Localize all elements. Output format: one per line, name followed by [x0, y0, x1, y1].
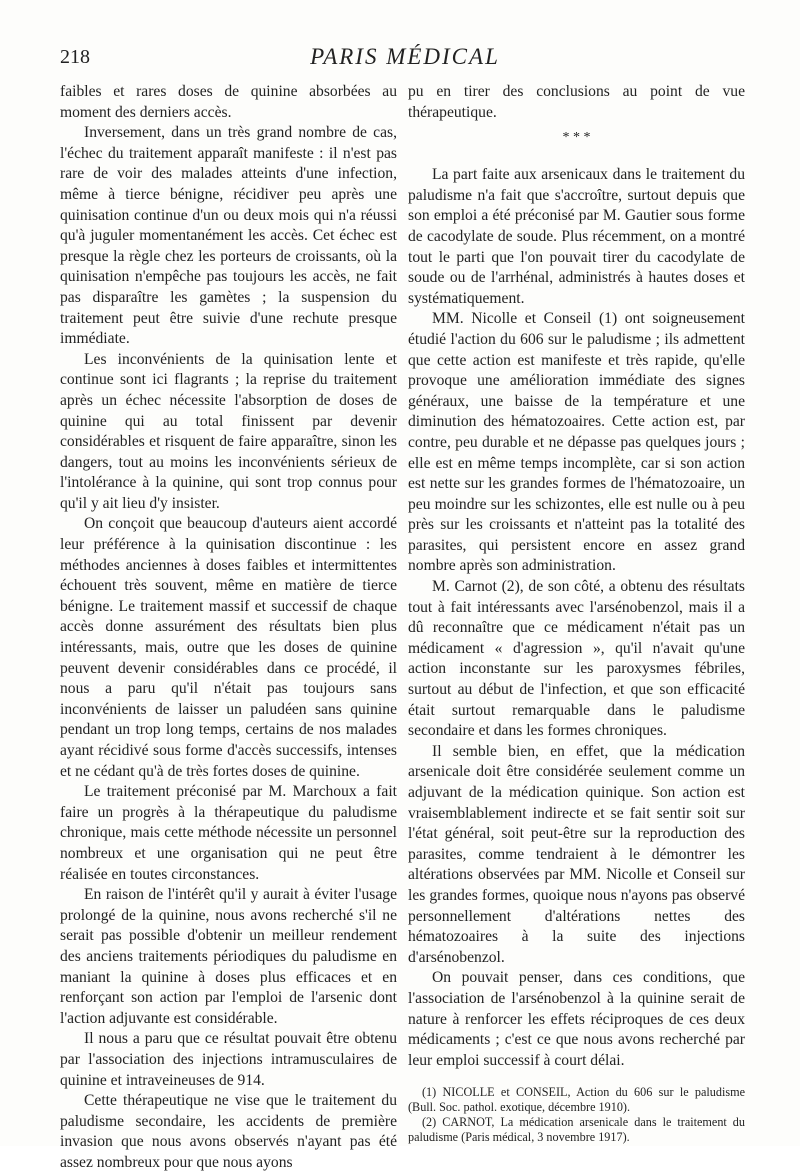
- body-paragraph: En raison de l'intérêt qu'il y aurait à éviter l'usage prolongé de la quinine, nous avons recherché s'il ne serait pas possible d'obtenir un meilleur rendement des anciens traitements périodiques du paludisme en maniant la quinine à doses plus efficaces et en renforçant son action par l'emploi de l'arsenic dont l'action adjuvante est considérable.: [60, 886, 397, 1027]
- body-paragraph: Les inconvénients de la quinisation lente et continue sont ici flagrants ; la reprise du traitement après un échec nécessite l'absorption de doses de quinine qui au total finissent par devenir considérables et risquent de faire apparaître, sinon les dangers, tout au moins les inconvénients sérieux de l'intolérance à la quinine, qui sont trop connus pour qu'il y ait lieu d'y insister.: [60, 350, 397, 512]
- body-paragraph: Inversement, dans un très grand nombre de cas, l'échec du traitement apparaît manifeste : il n'est pas rare de voir des malades atteints d'une infection, même à tierce bénigne, récidiver peu après une quinisation continue d'un ou deux mois qui n'a réussi qu'à juguler momentanément les accès. Cet échec est presque la règle chez les porteurs de croissants, où la quinisation n'empêche pas toujours les accès, ne fait pas disparaître les gamètes ; la suspension du traitement peut être suivie d'une rechute presque immédiate.: [60, 124, 397, 348]
- body-paragraph: Il nous a paru que ce résultat pouvait être obtenu par l'association des injections intramusculaires de quinine et intraveineuses de 914.: [60, 1030, 397, 1089]
- body-paragraph: faibles et rares doses de quinine absorbées au moment des derniers accès.: [60, 83, 397, 121]
- section-separator: * * *: [562, 130, 591, 146]
- body-paragraph: On conçoit que beaucoup d'auteurs aient accordé leur préférence à la quinisation discontinue : les méthodes anciennes à doses faibles et intermittentes échouent très souvent, même en matière de tierce bénigne. Le traitement massif et successif de chaque accès donne assurément des résultats bien plus intéressants, mais, outre que les doses de quinine peuvent devenir considérables dans ce procédé, il nous a paru qu'il n'était pas toujours sans inconvénients de laisser un paludéen sans quinine pendant un trop long temps, certains de nos malades ayant récidivé sous forme d'accès successifs, intenses et ne cédant qu'à de très fortes doses de quinine.: [60, 515, 397, 780]
- footnote: (1) NICOLLE et CONSEIL, Action du 606 sur le paludisme (Bull. Soc. pathol. exotique, décembre 1910).: [408, 1085, 745, 1115]
- body-paragraph: Cette thérapeutique ne vise que le traitement du paludisme secondaire, les accidents de première invasion que nous avons observés n'ayant pas été assez nombreux pour que nous ayons: [60, 1092, 397, 1171]
- footnotes: [408, 1085, 745, 1145]
- footnote: (2) CARNOT, La médication arsenicale dans le traitement du paludisme (Paris médical, 3 novembre 1917).: [408, 1115, 745, 1145]
- body-paragraph: La part faite aux arsenicaux dans le traitement du paludisme n'a fait que s'accroître, surtout depuis que son emploi a été préconisé par M. Gautier sous forme de cacodylate de soude. Plus récemment, on a montré tout le parti que l'on pouvait tirer du cacodylate de soude ou de l'arrhénal, administrés à hautes doses et systématiquement.: [408, 166, 745, 307]
- right-column: [408, 82, 745, 1145]
- body-paragraph: On pouvait penser, dans ces conditions, que l'association de l'arsénobenzol à la quinine serait de nature à renforcer les effets réciproques de ces deux médicaments ; c'est ce que nous avons recherché par leur emploi successif à court délai.: [408, 969, 745, 1069]
- body-paragraph: M. Carnot (2), de son côté, a obtenu des résultats tout à fait intéressants avec l'arsénobenzol, mais il a dû reconnaître que ce médicament n'était pas un médicament « d'agression », qu'il n'avait qu'une action inconstante sur les paroxysmes fébriles, surtout au début de l'infection, et que son efficacité était surtout remarquable dans le paludisme secondaire et dans les formes chroniques.: [408, 578, 745, 740]
- page-header: [60, 44, 750, 76]
- body-paragraph: MM. Nicolle et Conseil (1) ont soigneusement étudié l'action du 606 sur le paludisme ; ils admettent que cette action est manifeste et très rapide, qu'elle provoque une amélioration immédiate des signes généraux, une baisse de la température et une diminution des hématozoaires. Cette action est, par contre, peu durable et ne dépasse pas quelques jours ; elle est en même temps incomplète, car si son action est nette sur les grandes formes de l'hématozoaire, un peu moindre sur les schizontes, elle est nulle ou à peu près sur les croissants et n'atteint pas la totalité des parasites, qui persistent encore en assez grand nombre après son administration.: [408, 310, 745, 575]
- body-paragraph: Il semble bien, en effet, que la médication arsenicale doit être considérée seulement comme un adjuvant de la médication quinique. Son action est vraisemblablement indirecte et se fait sentir soit sur l'état général, soit peut-être sur la reproduction des parasites, comme tendraient à le démontrer les altérations observées par MM. Nicolle et Conseil sur les grandes formes, quoique nous n'ayons pas observé personnellement d'altérations nettes des hématozoaires à la suite des injections d'arsénobenzol.: [408, 742, 745, 966]
- body-paragraph: pu en tirer des conclusions au point de vue thérapeutique.: [408, 83, 745, 121]
- page-number: 218: [60, 46, 90, 68]
- left-column: [60, 82, 397, 1173]
- body-paragraph: Le traitement préconisé par M. Marchoux a fait faire un progrès à la thérapeutique du paludisme chronique, mais cette méthode nécessite un personnel nombreux et une organisation qui ne peut être réalisée en toutes circonstances.: [60, 783, 397, 883]
- running-title: PARIS MÉDICAL: [310, 44, 500, 69]
